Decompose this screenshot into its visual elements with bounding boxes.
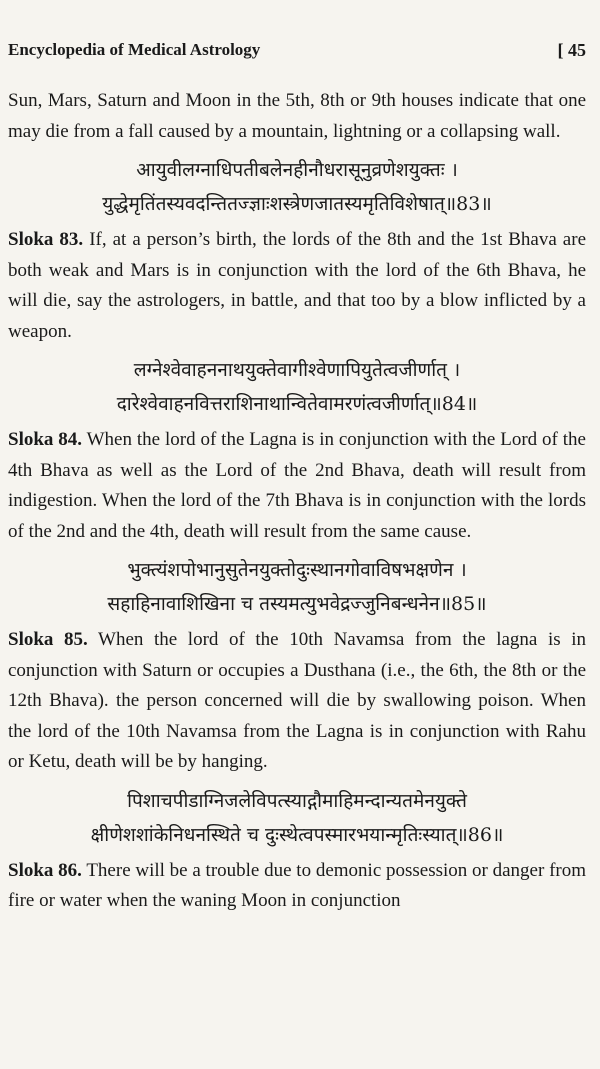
sloka-86-paragraph — [8, 856, 586, 917]
sloka-text: There will be a trouble due to demonic possession or danger from fire or water when the waning Moon in conjunction — [8, 859, 586, 911]
sloka-85-paragraph — [8, 625, 586, 778]
verse-line: लग्नेश्वेवाहननाथयुक्तेवागीश्वेणापियुतेत्वजीर्णात् । — [133, 359, 461, 381]
sanskrit-verse-83 — [8, 153, 586, 221]
intro-paragraph: Sun, Mars, Saturn and Moon in the 5th, 8th or 9th houses indicate that one may die from a fall caused by a mountain, lightning or a collapsing wall. — [8, 90, 586, 142]
verse-line: दारेश्वेवाहनवित्तराशिनाथान्वितेवामरणंत्वजीर्णात्॥84॥ — [116, 393, 478, 415]
verse-line: भुक्त्यंशपोभानुसुतेनयुक्तोदुःस्थानगोवाविषभक्षणेन । — [127, 559, 467, 581]
sloka-text: When the lord of the Lagna is in conjunction with the Lord of the 4th Bhava as well as the Lord of the 2nd Bhava, death will result from indigestion. When the lord of the 7th Bhava is in conjunction with the lords of the 2nd and the 4th, death will result from the same cause. — [8, 429, 586, 542]
sloka-text: When the lord of the 10th Navamsa from the lagna is in conjunction with Saturn or occupies a Dusthana (i.e., the 6th, the 8th or the 12th Bhava). the person concerned will die by swallowing poison. When the lord of the 10th Navamsa from the Lagna is in conjunction with Rahu or Ketu, death will be by hanging. — [8, 629, 586, 772]
sloka-84-paragraph — [8, 425, 586, 547]
sanskrit-verse-85 — [8, 553, 586, 621]
verse-line: युद्धेमृतिंतस्यवदन्तितज्ज्ञाःशस्त्रेणजातस्यमृतिविशेषात्॥83॥ — [102, 193, 492, 215]
sanskrit-verse-86 — [8, 784, 586, 852]
verse-line: पिशाचपीडाग्निजलेविपत्स्याद्गौमाहिमन्दान्यतमेनयुक्ते — [127, 789, 467, 812]
sloka-label: Sloka 86. — [8, 859, 82, 881]
verse-line: क्षीणेशशांकेनिधनस्थिते च दुःस्थेत्वपस्मारभयान्मृतिःस्यात्॥86॥ — [90, 823, 504, 846]
verse-line: सहाहिनावाशिखिना च तस्यमत्युभवेद्रज्जुनिबन्धनेन॥85॥ — [107, 593, 487, 615]
verse-line: आयुवीलग्नाधिपतीबलेनहीनौधरासूनुव्रणेशयुक्तः । — [136, 159, 458, 181]
page-header — [8, 40, 586, 64]
sloka-label: Sloka 85. — [8, 629, 88, 650]
sloka-83-paragraph — [8, 225, 586, 347]
sanskrit-verse-84 — [8, 353, 586, 421]
sloka-text: If, at a person’s birth, the lords of the 8th and the 1st Bhava are both weak and Mars is in conjunction with the lord of the 6th Bhava, he will die, say the astrologers, in battle, and that too by a blow inflicted by a weapon. — [8, 229, 586, 342]
sloka-label: Sloka 83. — [8, 229, 84, 250]
sloka-label: Sloka 84. — [8, 429, 83, 450]
page-body — [8, 86, 586, 917]
page-number: [ 45 — [557, 40, 586, 60]
book-title: Encyclopedia of Medical Astrology — [8, 40, 261, 59]
